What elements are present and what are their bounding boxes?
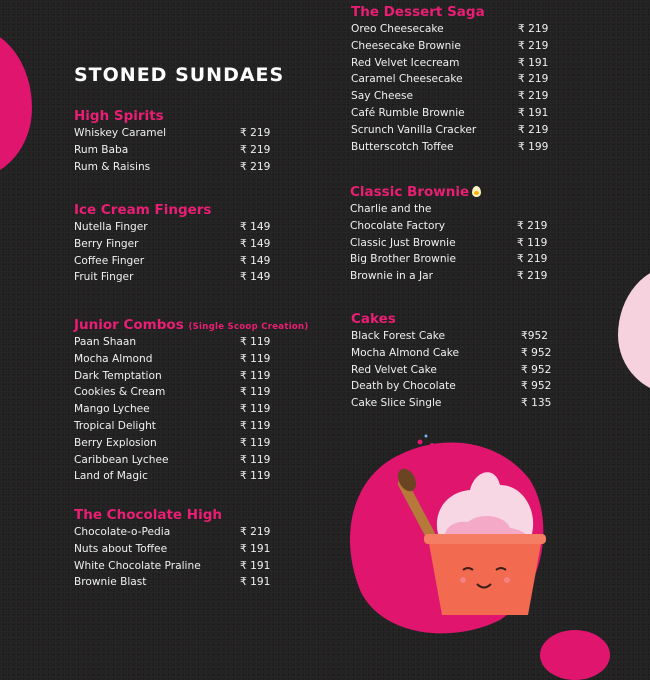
item-price: ₹952 bbox=[521, 330, 548, 342]
section-classic-brownie bbox=[350, 183, 547, 285]
menu-item bbox=[74, 452, 270, 469]
item-price: ₹ 219 bbox=[517, 219, 548, 232]
section-junior-combos bbox=[74, 316, 314, 485]
menu-item bbox=[351, 38, 548, 55]
item-price: ₹ 219 bbox=[240, 127, 271, 139]
menu-item bbox=[74, 236, 270, 253]
item-name: Rum & Raisins bbox=[74, 160, 151, 173]
item-name: Berry Explosion bbox=[74, 436, 157, 449]
item-price: ₹ 149 bbox=[240, 254, 271, 267]
item-name: Mocha Almond bbox=[74, 352, 153, 365]
item-price: ₹ 191 bbox=[240, 559, 271, 572]
menu-item bbox=[351, 345, 551, 362]
egg-icon bbox=[472, 186, 481, 197]
item-price: ₹ 219 bbox=[517, 253, 548, 266]
item-price: ₹ 219 bbox=[518, 23, 549, 35]
menu-item bbox=[74, 524, 270, 541]
item-name: Cheesecake Brownie bbox=[351, 39, 461, 52]
item-price: ₹ 191 bbox=[518, 106, 549, 119]
item-price: ₹ 952 bbox=[521, 346, 552, 359]
menu-item bbox=[351, 122, 548, 139]
item-price: ₹ 119 bbox=[240, 336, 271, 348]
item-price: ₹ 119 bbox=[240, 369, 271, 382]
menu-item bbox=[350, 235, 547, 252]
section-ice-cream-fingers bbox=[74, 201, 270, 286]
section-dessert-saga bbox=[351, 3, 548, 155]
item-name: Tropical Delight bbox=[74, 419, 156, 432]
menu-item bbox=[351, 71, 548, 88]
item-name: Death by Chocolate bbox=[351, 380, 456, 393]
item-price: ₹ 119 bbox=[240, 470, 271, 483]
item-price: ₹ 149 bbox=[240, 221, 271, 233]
item-price: ₹ 119 bbox=[517, 236, 548, 249]
section-cakes bbox=[351, 310, 551, 412]
menu-item bbox=[350, 218, 547, 235]
item-name: Caribbean Lychee bbox=[74, 453, 169, 466]
item-price: ₹ 219 bbox=[240, 143, 271, 156]
menu-item bbox=[74, 142, 270, 159]
item-name: Fruit Finger bbox=[74, 271, 134, 284]
item-price: ₹ 149 bbox=[240, 271, 271, 284]
section-title: The Chocolate High bbox=[74, 507, 222, 523]
item-price: ₹ 119 bbox=[240, 386, 271, 399]
item-name: Whiskey Caramel bbox=[74, 127, 167, 139]
item-price: ₹ 952 bbox=[521, 380, 552, 393]
menu-item bbox=[74, 368, 270, 385]
section-title: High Spirits bbox=[74, 108, 164, 124]
item-name: Charlie and the bbox=[350, 203, 432, 215]
item-name: Paan Shaan bbox=[74, 336, 137, 348]
item-name: Red Velvet Cake bbox=[351, 363, 437, 376]
item-name: Butterscotch Toffee bbox=[351, 140, 454, 153]
menu-item bbox=[74, 219, 270, 236]
menu-item bbox=[351, 362, 551, 379]
item-name: Mango Lychee bbox=[74, 403, 150, 416]
item-name: Caramel Cheesecake bbox=[351, 73, 463, 86]
menu-item bbox=[74, 435, 270, 452]
menu-item bbox=[351, 328, 551, 345]
item-name: Cookies & Cream bbox=[74, 386, 166, 399]
section-title: Cakes bbox=[351, 311, 396, 327]
item-price: ₹ 219 bbox=[240, 160, 271, 173]
item-price: ₹ 149 bbox=[240, 237, 271, 250]
item-name: Mocha Almond Cake bbox=[351, 346, 459, 359]
menu-item bbox=[74, 558, 270, 575]
item-name: Scrunch Vanilla Cracker bbox=[351, 123, 477, 136]
item-price: ₹ 119 bbox=[240, 352, 271, 365]
item-price: ₹ 119 bbox=[240, 453, 271, 466]
menu-item bbox=[74, 351, 270, 368]
item-name: Cake Slice Single bbox=[351, 397, 442, 410]
item-name: Big Brother Brownie bbox=[350, 253, 456, 266]
decorative-blob-bottom bbox=[540, 630, 610, 680]
menu-item bbox=[350, 268, 547, 285]
item-name: Land of Magic bbox=[74, 470, 148, 483]
section-note: (Single Scoop Creation) bbox=[188, 322, 309, 332]
item-price: ₹ 191 bbox=[240, 576, 271, 589]
section-title: Ice Cream Fingers bbox=[74, 202, 212, 218]
item-name: Coffee Finger bbox=[74, 254, 145, 267]
menu-item bbox=[350, 201, 547, 218]
item-price: ₹ 219 bbox=[518, 73, 549, 86]
item-price: ₹ 199 bbox=[518, 140, 549, 153]
menu-item bbox=[74, 574, 270, 591]
item-name: Black Forest Cake bbox=[351, 330, 446, 342]
item-name: Chocolate-o-Pedia bbox=[74, 526, 171, 538]
section-title-text: Classic Brownie bbox=[350, 184, 470, 200]
section-high-spirits bbox=[74, 107, 270, 175]
item-price: ₹ 219 bbox=[517, 270, 548, 283]
menu-item bbox=[74, 541, 270, 558]
section-title: The Dessert Saga bbox=[351, 4, 485, 20]
item-name: Say Cheese bbox=[351, 90, 414, 103]
item-price: ₹ 191 bbox=[518, 56, 549, 69]
menu-item bbox=[351, 21, 548, 38]
item-price: ₹ 119 bbox=[240, 436, 271, 449]
item-price: ₹ 191 bbox=[240, 542, 271, 555]
item-name: Classic Just Brownie bbox=[350, 236, 456, 249]
menu-item bbox=[74, 401, 270, 418]
menu-item bbox=[351, 88, 548, 105]
menu-item bbox=[74, 334, 270, 351]
ice-cream-cup-icon bbox=[350, 430, 550, 640]
menu-item bbox=[351, 105, 548, 122]
item-name: Nuts about Toffee bbox=[74, 542, 168, 555]
item-price: ₹ 119 bbox=[240, 403, 271, 416]
item-name: Berry Finger bbox=[74, 237, 139, 250]
item-name: Oreo Cheesecake bbox=[351, 23, 444, 35]
menu-item bbox=[74, 418, 270, 435]
menu-item bbox=[351, 55, 548, 72]
menu-item bbox=[74, 125, 270, 142]
menu-item bbox=[74, 468, 270, 485]
item-price: ₹ 219 bbox=[518, 123, 549, 136]
item-name: Café Rumble Brownie bbox=[351, 106, 465, 119]
item-name: Brownie in a Jar bbox=[350, 270, 433, 283]
menu-item bbox=[351, 395, 551, 412]
section-title bbox=[350, 183, 547, 201]
item-price: ₹ 219 bbox=[240, 526, 271, 538]
item-name: Chocolate Factory bbox=[350, 219, 446, 232]
menu-item bbox=[74, 384, 270, 401]
item-price: ₹ 952 bbox=[521, 363, 552, 376]
item-name: Dark Temptation bbox=[74, 369, 162, 382]
menu-item bbox=[74, 269, 270, 286]
item-name: White Chocolate Praline bbox=[74, 559, 201, 572]
item-name: Brownie Blast bbox=[74, 576, 147, 589]
menu-item bbox=[351, 378, 551, 395]
item-name: Nutella Finger bbox=[74, 221, 148, 233]
menu-title: STONED SUNDAES bbox=[74, 64, 285, 86]
item-price: ₹ 219 bbox=[518, 39, 549, 52]
item-name: Red Velvet Icecream bbox=[351, 56, 460, 69]
item-name: Rum Baba bbox=[74, 143, 129, 156]
menu-item bbox=[74, 253, 270, 270]
item-price: ₹ 219 bbox=[518, 90, 549, 103]
decorative-blob-right bbox=[618, 265, 650, 395]
decorative-blob-left bbox=[0, 28, 32, 178]
item-price: ₹ 119 bbox=[240, 419, 271, 432]
menu-item bbox=[350, 251, 547, 268]
section-chocolate-high bbox=[74, 506, 270, 591]
section-title bbox=[74, 316, 314, 334]
menu-item bbox=[351, 139, 548, 156]
item-price: ₹ 135 bbox=[521, 397, 552, 410]
section-title-text: Junior Combos bbox=[74, 317, 184, 333]
menu-item bbox=[74, 159, 270, 176]
